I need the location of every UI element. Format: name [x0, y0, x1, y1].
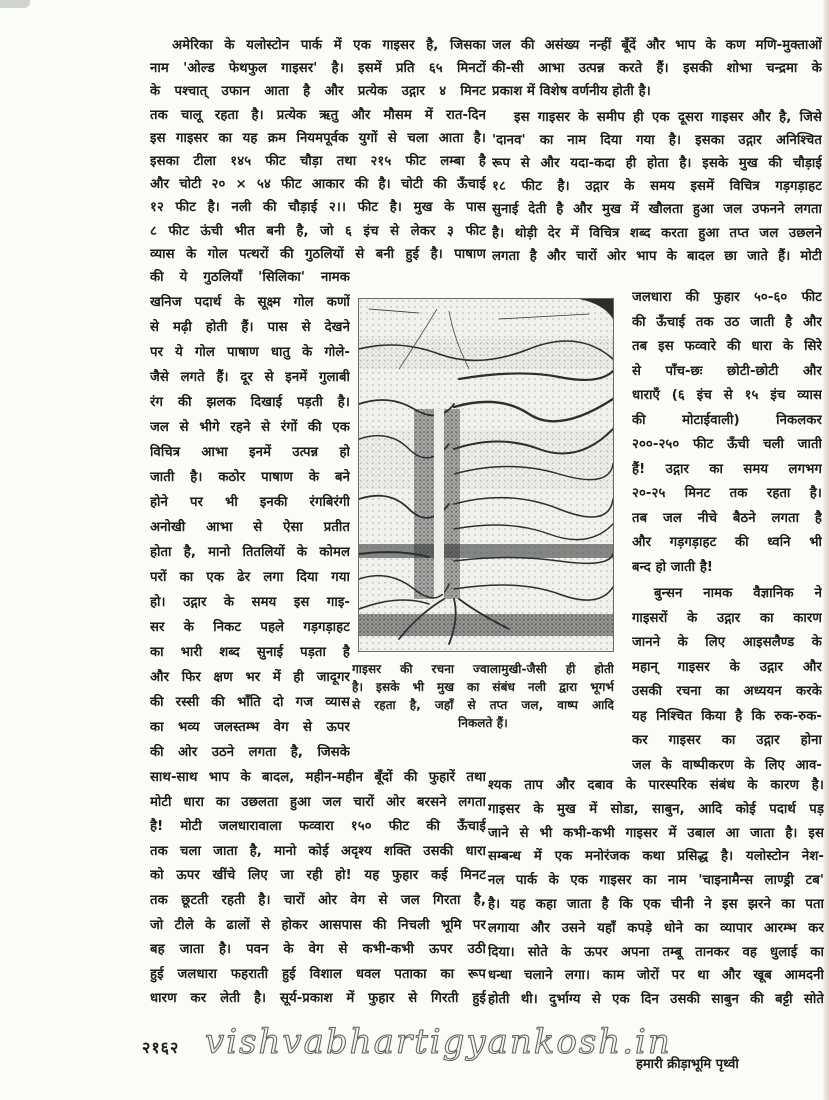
- text-line: नाम 'ओल्ड फेथफुल गाइसर' है। इसमें प्रति ६५ मिनटों: [150, 61, 486, 77]
- text-line: २००-२५० फीट ऊँची चली जाती: [632, 437, 822, 452]
- text-line: सुनाई देती है और मुख में खौलता हुआ जल उफनने लगता: [492, 202, 822, 218]
- text-line: जानने के लिए आइसलैण्ड के: [632, 635, 822, 650]
- text-line: की रस्सी की भाँति दो गज व्यास: [150, 695, 350, 710]
- text-line: से पाँच-छः छोटी-छोटी और: [632, 363, 822, 379]
- geyser-illustration-svg: [359, 299, 613, 651]
- caption-line: गाइसर की रचना ज्वालामुखी-जैसी ही होती: [352, 662, 614, 676]
- text-line: है। थोड़ी देर में विचित्र शब्द करता हुआ तप्त जल उछलने: [492, 225, 822, 241]
- text-line: 'दानव' का नाम दिया गया है। इसका उद्गार अनिश्चित: [492, 132, 822, 148]
- running-title: हमारी क्रीड़ाभूमि पृथ्वी: [636, 1057, 739, 1072]
- text-line: जलधारा की फुहार ५०-६० फीट: [632, 290, 822, 305]
- text-line: लगता है और चारों ओर भाप के बादल छा जाते हैं। मोटी: [492, 248, 822, 264]
- text-line: सर के निकट पहले गड़गड़ाहट: [150, 620, 350, 635]
- text-line: हुई जलधारा फहराती हुई विशाल धवल पताका का रूप: [150, 966, 486, 982]
- text-line: दिया। सोते के ऊपर अपना तम्बू तानकर वह धुलाई का: [488, 944, 824, 960]
- text-line: नल पार्क के एक गाइसर का नाम 'चाइनामैन्स लाण्ड्री टब': [488, 873, 824, 889]
- text-line: है! मोटी जलधारावाला फव्वारा १५० फीट की ऊँचाई: [150, 819, 486, 835]
- text-line: कर गाइसर का उद्गार होना: [632, 733, 822, 748]
- text-line: की ओर उठने लगता है, जिसके: [150, 745, 350, 760]
- text-line: तक चालू रहता है। प्रत्येक ऋतु और मौसम में रात-दिन: [150, 107, 486, 123]
- text-line: रंग की झलक दिखाई पड़ती है।: [150, 395, 350, 410]
- text-line: उसकी रचना का अध्ययन करके: [632, 684, 822, 699]
- text-line: जो टीले के ढालों से होकर आसपास की निचली भूमि पर: [150, 917, 486, 933]
- text-line: इसका टीला १४५ फीट चौड़ा तथा २१५ फीट लम्बा है: [150, 154, 486, 169]
- watermark: vishvabhartigyankosh.in: [205, 1022, 672, 1062]
- text-line: का भारी शब्द सुनाई पड़ता है: [150, 645, 350, 660]
- text-line: अमेरिका के यलोस्टोन पार्क में एक गाइसर है, जिसका: [172, 38, 486, 53]
- text-line: पर ये गोल पाषाण धातु के गोले-: [150, 345, 350, 360]
- text-line: व्यास के गोल पत्थरों की गुठलियों से बनी हुई है। पाषाण: [150, 246, 486, 262]
- text-line: विचित्र आभा इनमें उत्पन्न हो: [150, 445, 350, 460]
- text-line: तब इस फव्वारे की धारा के सिरे: [632, 339, 822, 354]
- text-line: की मोटाईवाली) निकलकर: [632, 412, 822, 428]
- text-line: की ये गुठलियाँ 'सिलिका' नामक: [150, 270, 350, 285]
- text-line: हैं! उद्गार का समय लगभग: [632, 461, 822, 477]
- text-line: साथ-साथ भाप के बादल, महीन-महीन बूँदों की फुहारें तथा: [150, 770, 486, 785]
- text-line: की ऊँचाई तक उठ जाती है और: [632, 314, 822, 330]
- text-line: की-सी आभा उत्पन्न करते हैं। इसकी शोभा चन्द्रमा के: [492, 61, 822, 77]
- text-line: मोटी धारा का उछलता हुआ जल चारों ओर बरसने लगता: [150, 794, 486, 810]
- text-line: इस गाइसर का यह क्रम नियमपूर्वक युगों से चला आता है।: [150, 130, 486, 146]
- text-line: धारण कर लेती है। सूर्य-प्रकाश में फुहार से गिरती हुई: [150, 991, 486, 1007]
- text-line: तब जल नीचे बैठने लगता है: [632, 510, 822, 526]
- text-line: जल की असंख्य नन्हीं बूँदें और भाप के कण मणि-मुक्ताओं: [492, 38, 822, 53]
- text-line: को ऊपर खींचे लिए जा रही हो! यह फुहार कई मिनट: [150, 868, 486, 884]
- caption-line: है। इसके भी मुख का संबंध नली द्वारा भूगर्भ: [352, 680, 614, 694]
- text-line: है। यह कहा जाता है कि एक चीनी ने इस झरने का पता: [488, 897, 824, 912]
- text-line: और गड़गड़ाहट की ध्वनि भी: [632, 535, 822, 550]
- geyser-cross-section-illustration: [358, 298, 614, 652]
- text-line: तक चला जाता है, मानो कोई अदृश्य शक्ति उसकी धारा: [150, 843, 486, 859]
- scan-smudge: [0, 0, 30, 8]
- text-line: परों का एक ढेर लगा दिया गया: [150, 570, 350, 585]
- text-line: ८ फीट ऊंची भीत बनी है, जो ६ इंच से लेकर ३ फीट: [150, 223, 486, 239]
- text-line: खनिज पदार्थ के सूक्ष्म गोल कणों: [150, 295, 350, 310]
- text-line: १८ फीट है। उद्गार के समय इसमें विचित्र गड़गड़ाहट: [492, 179, 822, 195]
- text-line: बुन्सन नामक वैज्ञानिक ने: [654, 586, 822, 601]
- text-line: रूप से और यदा-कदा ही होता है। इसके मुख की चौड़ाई: [492, 156, 822, 171]
- text-line: होती थी। दुर्भाग्य से एक दिन उसकी साबुन की बट्टी सोते: [488, 992, 824, 1008]
- text-line: के पश्चात् उफान आता है और प्रत्येक उद्गार ४ मिनट: [150, 84, 486, 100]
- text-line: बन्द हो जाती है!: [632, 559, 714, 575]
- caption-line: से रहता है, जहाँ से तप्त जल, वाष्प आदि: [352, 698, 614, 712]
- text-line: और फिर क्षण भर में ही जादूगर: [150, 670, 350, 685]
- text-line: अनोखी आभा से ऐसा प्रतीत: [150, 520, 350, 535]
- text-line: से मढ़ी होती हैं। पास से देखने: [150, 320, 350, 335]
- text-line: का भव्य जलस्तम्भ वेग से ऊपर: [150, 720, 350, 735]
- page-number: २१६२: [142, 1038, 180, 1057]
- text-line: हो। उद्गार के समय इस गाइ-: [150, 595, 350, 610]
- text-line: जल से भीगे रहने से रंगों की एक: [150, 420, 350, 435]
- text-line: जाती है। कठोर पाषाण के बने: [150, 470, 350, 485]
- text-line: गाइसर के मुख में सोडा, साबुन, आदि कोई पदार्थ पड़: [488, 801, 824, 817]
- text-line: इस गाइसर के समीप ही एक दूसरा गाइसर और है, जिसे: [514, 109, 822, 125]
- text-line: १२ फीट है। नली की चौड़ाई २।। फीट है। मुख के पास: [150, 200, 486, 216]
- text-line: धाराएँ (६ इंच से १५ इंच व्यास: [632, 388, 822, 403]
- text-line: तक छूटती रहती है। चारों ओर वेग से जल गिरता है,: [150, 893, 486, 908]
- text-line: गाइसरों के उद्गार का कारण: [632, 610, 822, 626]
- text-line: होता है, मानो तितलियों के कोमल: [150, 545, 350, 560]
- text-line: श्यक ताप और दबाव के पारस्परिक संबंध के कारण है।: [488, 778, 824, 793]
- text-line: धन्धा चलाने लगा। काम जोरों पर था और खूब आमदनी: [488, 968, 824, 984]
- text-line: यह निश्चित किया है कि रुक-रुक-: [632, 708, 822, 724]
- text-line: बह जाता है। पवन के वेग से कभी-कभी ऊपर उठी: [150, 942, 486, 958]
- figure-caption: [352, 660, 614, 732]
- text-line: और चोटी २० × ५४ फीट आकार की है। चोटी की ऊँचाई: [150, 177, 486, 193]
- text-line: प्रकाश में विशेष वर्णनीय होती है।: [492, 84, 651, 100]
- text-line: होने पर भी इनकी रंगबिरंगी: [150, 495, 350, 510]
- text-line: महान् गाइसर के उद्गार और: [632, 659, 822, 675]
- text-line: जाने से भी कभी-कभी गाइसर में उबाल आ जाता है। इस: [488, 825, 824, 841]
- text-line: जैसे लगते हैं। दूर से इनमें गुलाबी: [150, 370, 350, 385]
- text-line: लगाया और उसने यहाँ कपड़े धोने का व्यापार आरम्भ कर: [488, 920, 824, 936]
- text-line: सम्बन्ध में एक मनोरंजक कथा प्रसिद्ध है। यलोस्टोन नेश-: [488, 849, 824, 865]
- caption-line: निकलते हैं।: [458, 716, 508, 730]
- text-line: २०-२५ मिनट तक रहता है।: [632, 486, 822, 501]
- text-line: जल के वाष्पीकरण के लिए आव-: [632, 757, 822, 773]
